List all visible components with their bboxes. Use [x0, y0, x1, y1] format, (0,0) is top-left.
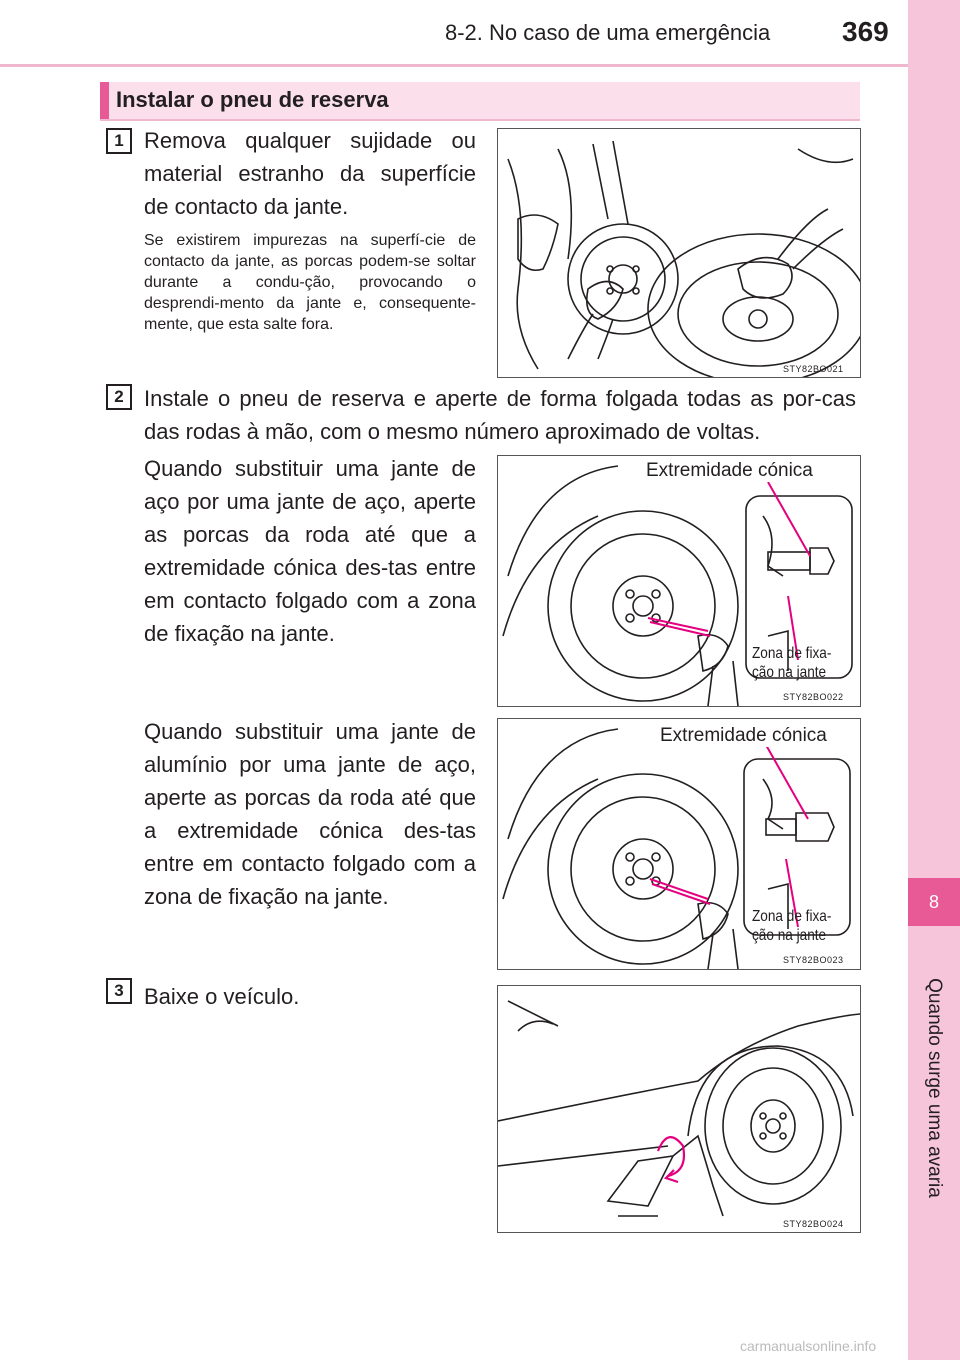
callout-seat-a-line2: ção na jante [752, 664, 827, 681]
step-3-badge: 3 [106, 978, 132, 1004]
figure-code-2: STY82BO022 [783, 692, 844, 702]
clean-rim-illustration [498, 129, 860, 377]
callout-tapered-end-b: Extremidade cónica [656, 725, 831, 747]
watermark: carmanualsonline.info [740, 1338, 877, 1354]
section-header: 8-2. No caso de uma emergência [445, 20, 771, 45]
figure-clean-rim [497, 128, 861, 378]
step-1-note: Se existirem impurezas na superfí-cie de contacto da jante, as porcas podem-se soltar durante a condu-ção, provocando o desprendi-mento da jante e, consequente-mente, que esta salte fora. [144, 232, 476, 333]
step-2-text: Instale o pneu de reserva e aperte de forma folgada todas as por-cas das rodas à mão, com o mesmo número aproximado de voltas. [144, 386, 856, 444]
chapter-number: 8 [908, 878, 960, 926]
section-title-rule [100, 119, 860, 121]
step-3-text: Baixe o veículo. [144, 984, 300, 1009]
callout-seat-a-line1: Zona de fixa- [752, 645, 832, 662]
callout-seat-b-line1: Zona de fixa- [752, 908, 832, 925]
lower-vehicle-illustration [498, 986, 860, 1232]
figure-lower-vehicle [497, 985, 861, 1233]
step-1-badge: 1 [106, 128, 132, 154]
header-rule [0, 64, 908, 67]
step-2-sub-a: Quando substituir uma jante de aço por uma jante de aço, aperte as porcas da roda até que a extremidade cónica des-tas entre em contacto folgado com a zona de fixação na jante. [144, 456, 476, 646]
figure-code-3: STY82BO023 [783, 955, 844, 965]
step-2-sub-b: Quando substituir uma jante de alumínio por uma jante de aço, aperte as porcas da roda até que a extremidade cónica des-tas entre em contacto folgado com a zona de fixação na jante. [144, 719, 476, 909]
step-1-text: Remova qualquer sujidade ou material estranho da superfície de contacto da jante. [144, 128, 476, 219]
callout-seat-b-line2: ção na jante [752, 927, 827, 944]
step-2-badge: 2 [106, 384, 132, 410]
figure-code-4: STY82BO024 [783, 1219, 844, 1229]
chapter-title: Quando surge uma avaria [924, 978, 945, 1198]
section-title: Instalar o pneu de reserva [116, 87, 389, 112]
figure-code-1: STY82BO021 [783, 364, 844, 374]
callout-tapered-end-a: Extremidade cónica [642, 460, 817, 482]
page-number: 369 [842, 16, 889, 47]
